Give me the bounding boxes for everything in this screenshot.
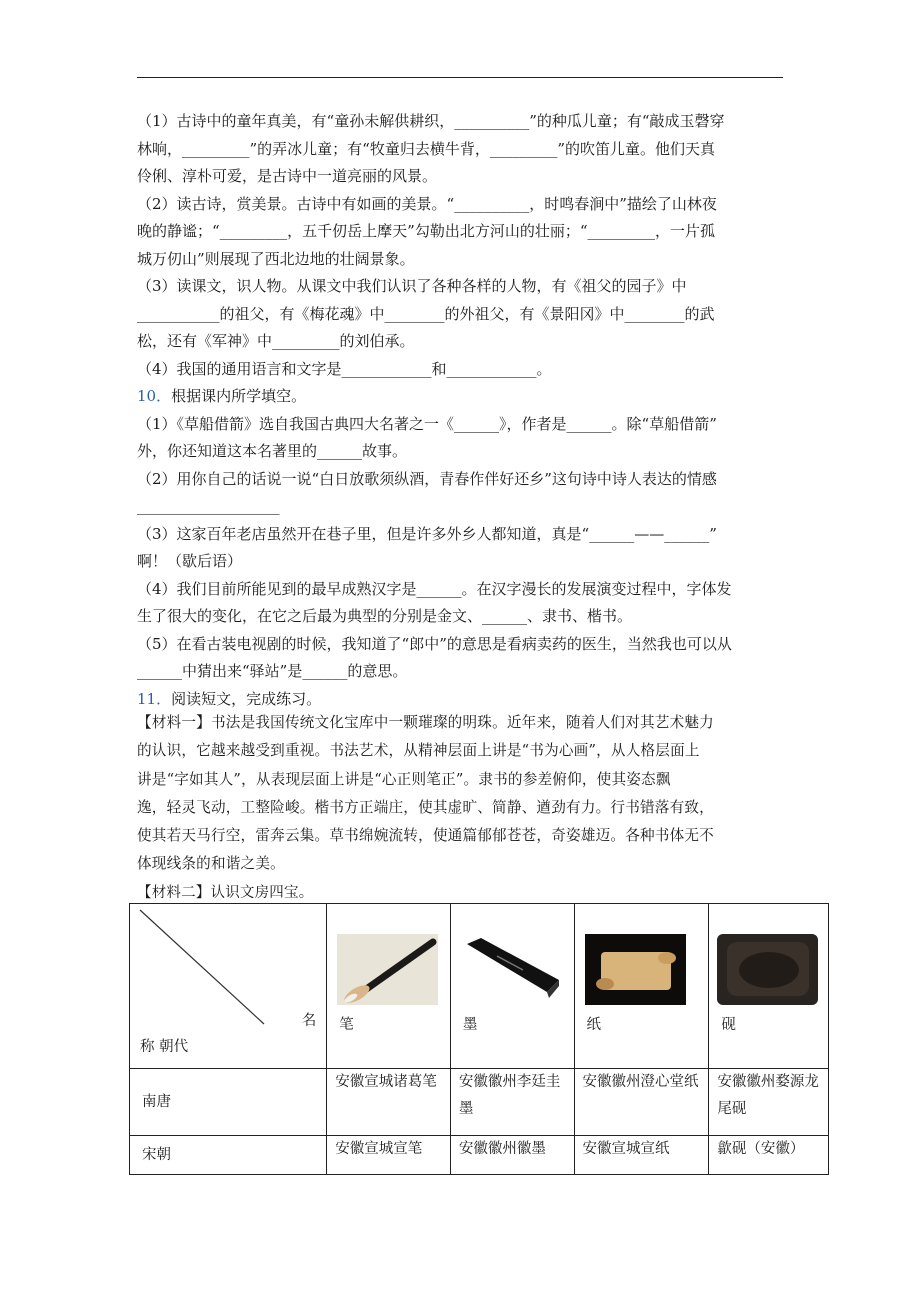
- q9-line-5: 晚的静谧；“_________，五千仞岳上摩天”勾勒出北方河山的壮丽；“_________，一片孤: [137, 222, 716, 240]
- q9-line-6: 城万仞山”则展现了西北边地的壮阔景象。: [137, 249, 415, 268]
- header-inkstone: [709, 904, 829, 1069]
- q9-line-8: ___________的祖父，有《梅花魂》中________的外祖父，有《景阳冈》中________的武: [137, 304, 715, 323]
- header-label-paper: 纸: [586, 1017, 601, 1033]
- q10-line-8: 生了很大的变化，在它之后最为典型的分别是金文、______、隶书、楷书。: [137, 607, 633, 625]
- header-label-ink: 墨: [462, 1017, 478, 1033]
- table-cell: 安徽宣城宣笔: [327, 1136, 451, 1175]
- q10-line-6: 啊！（歇后语）: [137, 552, 243, 570]
- q9-line-4: （2）读古诗，赏美景。古诗中有如画的美景。“__________，时鸣春涧中”描绘了山林夜: [137, 194, 717, 213]
- material-one-line: 的认识，它越来越受到重视。书法艺术，从精神层面上讲是“书为心画”，从人格层面上: [137, 742, 700, 760]
- table-cell: 安徽徽州婺源龙尾砚: [709, 1069, 829, 1136]
- q10-line-10: ______中猜出来“驿站”是______的意思。: [137, 662, 408, 680]
- q9-line-1: （1）古诗中的童年真美，有“童孙未解供耕织，__________”的种瓜儿童；有“敲成玉磬穿: [137, 112, 725, 130]
- material-two-text: 认识文房四宝。: [210, 884, 314, 901]
- four-treasures-table: [129, 903, 829, 1175]
- table-row: [130, 1136, 829, 1175]
- header-label-brush: 笔: [339, 1017, 354, 1033]
- corner-cell: [130, 904, 327, 1069]
- header-brush: [327, 904, 451, 1069]
- table-cell: 安徽徽州李廷圭墨: [450, 1069, 574, 1136]
- q10-line-5: （3）这家百年老店虽然开在巷子里，但是许多外乡人都知道，真是“______——______”: [137, 524, 717, 543]
- material-one-line: 讲是“字如其人”，从表现层面上讲是“心正则笔正”。隶书的参差俯仰，使其姿态飘: [137, 770, 671, 788]
- question-10-text: 根据课内所学填空。: [171, 387, 307, 405]
- material-one-text: 书法是我国传统文化宝库中一颗璀璨的明珠。近年来，随着人们对其艺术魅力: [210, 714, 714, 731]
- dynasty-cell: 南唐: [130, 1069, 327, 1136]
- q9-line-7: （3）读课文，识人物。从课文中我们认识了各种各样的人物，有《祖父的园子》中: [137, 277, 687, 295]
- q9-line-2: 林响，_________”的弄冰儿童；有“牧童归去横牛背，_________”的吹笛儿童。他们天真: [137, 139, 716, 158]
- q10-line-7: （4）我们目前所能见到的最早成熟汉字是______。在汉字漫长的发展演变过程中，字体发: [137, 579, 732, 598]
- header-label-inkstone: 砚: [721, 1017, 736, 1033]
- header-rule: [137, 77, 783, 78]
- q10-line-1: （1）《草船借箭》选自我国古典四大名著之一《______》，作者是______。除“草船借箭”: [137, 414, 717, 433]
- question-number: 10．: [137, 387, 172, 405]
- material-one-line: 使其若天马行空，雷奔云集。草书绵婉流转，使通篇郁郁苍苍，奇姿雄迈。各种书体无不: [137, 827, 714, 845]
- dynasty-cell: 宋朝: [130, 1136, 327, 1175]
- table-header-row: [130, 904, 829, 1069]
- material-one: [137, 709, 787, 907]
- corner-label-name: 名: [301, 1013, 317, 1029]
- header-ink: [450, 904, 574, 1069]
- question-10-heading: [137, 383, 787, 411]
- brush-image: [337, 934, 438, 1005]
- question-11-text: 阅读短文，完成练习。: [171, 689, 322, 708]
- table-cell: 安徽宣城诸葛笔: [327, 1069, 451, 1136]
- q9-line-9: 松，还有《军神》中_________的刘伯承。: [137, 332, 415, 350]
- question-number: 11．: [137, 689, 172, 708]
- material-one-tag: 【材料一】: [137, 714, 211, 731]
- q10-line-9: （5）在看古装电视剧的时候，我知道了“郎中”的意思是看病卖药的医生，当然我也可以从: [137, 634, 732, 653]
- table-cell: 歙砚（安徽）: [709, 1136, 829, 1175]
- ink-stick-image: [461, 934, 562, 1005]
- q10-line-3: （2）用你自己的话说一说“白日放歌须纵酒，青春作伴好还乡”这句诗中诗人表达的情感: [137, 469, 717, 488]
- q9-line-10: （4）我国的通用语言和文字是____________和____________。: [137, 359, 552, 378]
- q10-line-4: ___________________: [137, 497, 280, 515]
- paper-scroll-image: [585, 934, 686, 1005]
- table-cell: 安徽徽州徽墨: [450, 1136, 574, 1175]
- material-one-line: 逸，轻灵飞动，工整险峻。楷书方正端庄，使其虚旷、简静、遒劲有力。行书错落有致，: [137, 798, 714, 816]
- material-one-line: [137, 709, 787, 737]
- corner-label-dynasty: 称 朝代: [140, 1039, 189, 1055]
- material-two-tag: 【材料二】: [137, 884, 211, 901]
- q9-line-3: 伶俐、淳朴可爱，是古诗中一道亮丽的风景。: [137, 167, 438, 185]
- table-row: [130, 1069, 829, 1136]
- header-paper: [574, 904, 709, 1069]
- q10-line-2: 外，你还知道这本名著里的______故事。: [137, 442, 408, 460]
- inkstone-image: [717, 934, 818, 1005]
- material-one-line: 体现线条的和谐之美。: [137, 855, 285, 873]
- table-cell: 安徽宣城宣纸: [574, 1136, 709, 1175]
- question-block: [137, 108, 787, 713]
- table-cell: 安徽徽州澄心堂纸: [574, 1069, 709, 1136]
